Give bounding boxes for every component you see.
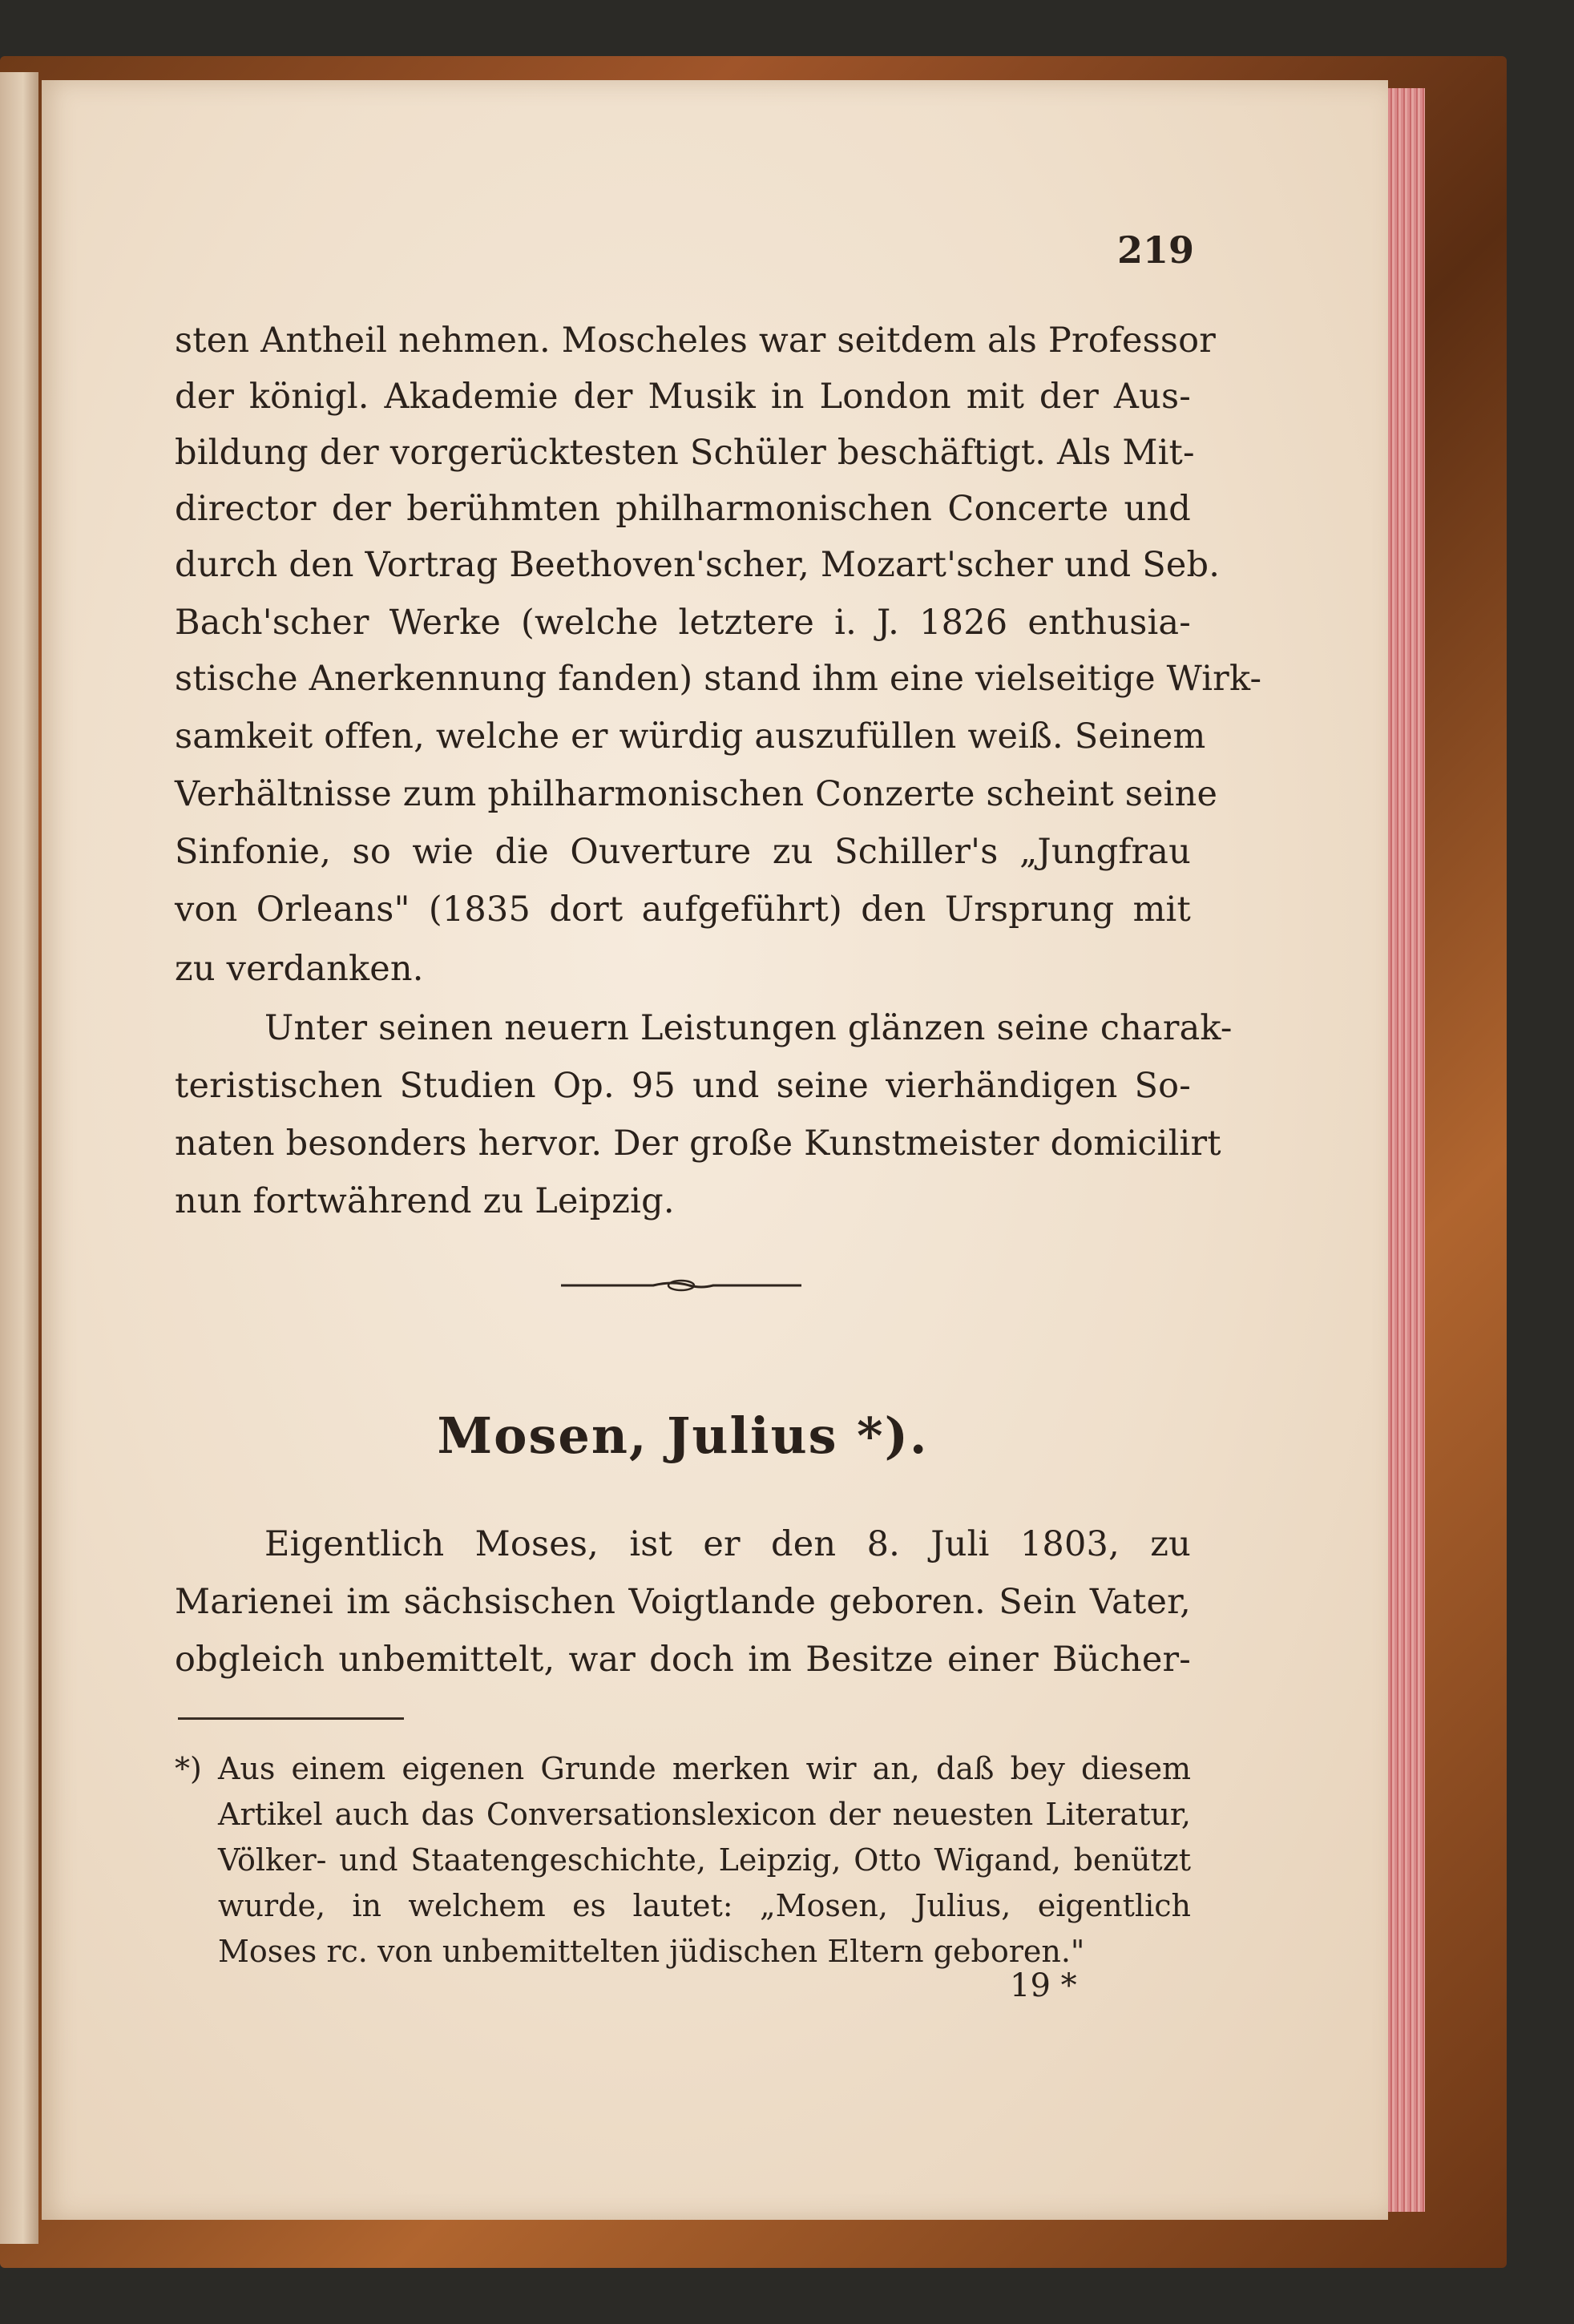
body-line: obgleich unbemittelt, war doch im Besitze einer Bücher- xyxy=(175,1640,1191,1680)
footnote-line: *) Aus einem eigenen Grunde merken wir an, daß bey diesem xyxy=(175,1751,1191,1786)
body-line: Eigentlich Moses, ist er den 8. Juli 1803, zu xyxy=(264,1524,1191,1564)
page-number: 219 xyxy=(1116,228,1194,272)
body-line: Sinfonie, so wie die Ouverture zu Schiller's „Jungfrau xyxy=(175,832,1191,872)
body-line: director der berühmten philharmonischen Concerte und xyxy=(175,489,1191,529)
body-line: von Orleans" (1835 dort aufgeführt) den Ursprung mit xyxy=(175,890,1191,930)
footnote-line: Völker- und Staatengeschichte, Leipzig, Otto Wigand, benützt xyxy=(218,1842,1191,1878)
body-line: nun fortwährend zu Leipzig. xyxy=(175,1181,675,1221)
body-line: Verhältnisse zum philharmonischen Conzerte scheint seine xyxy=(175,774,1218,814)
page-edges xyxy=(1388,88,1425,2212)
footnote-line: Artikel auch das Conversationslexicon der neuesten Literatur, xyxy=(218,1797,1191,1832)
footnote-rule xyxy=(178,1717,404,1720)
body-line: sten Antheil nehmen. Moscheles war seitdem als Professor xyxy=(175,321,1216,361)
body-line: zu verdanken. xyxy=(175,949,424,989)
body-line: samkeit offen, welche er würdig auszufüllen weiß. Seinem xyxy=(175,716,1206,757)
body-line: Bach'scher Werke (welche letztere i. J. 1826 enthusia- xyxy=(175,603,1191,643)
body-line: durch den Vortrag Beethoven'scher, Mozart'scher und Seb. xyxy=(175,545,1221,585)
body-line: Marienei im sächsischen Voigtlande geboren. Sein Vater, xyxy=(175,1582,1191,1622)
body-line: der königl. Akademie der Musik in London mit der Aus- xyxy=(175,377,1191,417)
signature-mark: 19 * xyxy=(1010,1967,1077,2004)
body-line: bildung der vorgerücktesten Schüler beschäftigt. Als Mit- xyxy=(175,433,1195,473)
footnote-line: wurde, in welchem es lautet: „Mosen, Julius, eigentlich xyxy=(218,1888,1191,1923)
entry-heading: Mosen, Julius *). xyxy=(437,1406,929,1465)
body-line: Unter seinen neuern Leistungen glänzen seine charak- xyxy=(264,1008,1233,1048)
body-line: teristischen Studien Op. 95 und seine vierhändigen So- xyxy=(175,1066,1191,1106)
ornament-divider xyxy=(561,1277,801,1293)
body-line: stische Anerkennung fanden) stand ihm eine vielseitige Wirk- xyxy=(175,659,1262,699)
footnote-line: Moses rc. von unbemittelten jüdischen Eltern geboren." xyxy=(218,1934,1085,1969)
body-line: naten besonders hervor. Der große Kunstmeister domicilirt xyxy=(175,1124,1221,1164)
facing-page-edge xyxy=(0,72,38,2244)
